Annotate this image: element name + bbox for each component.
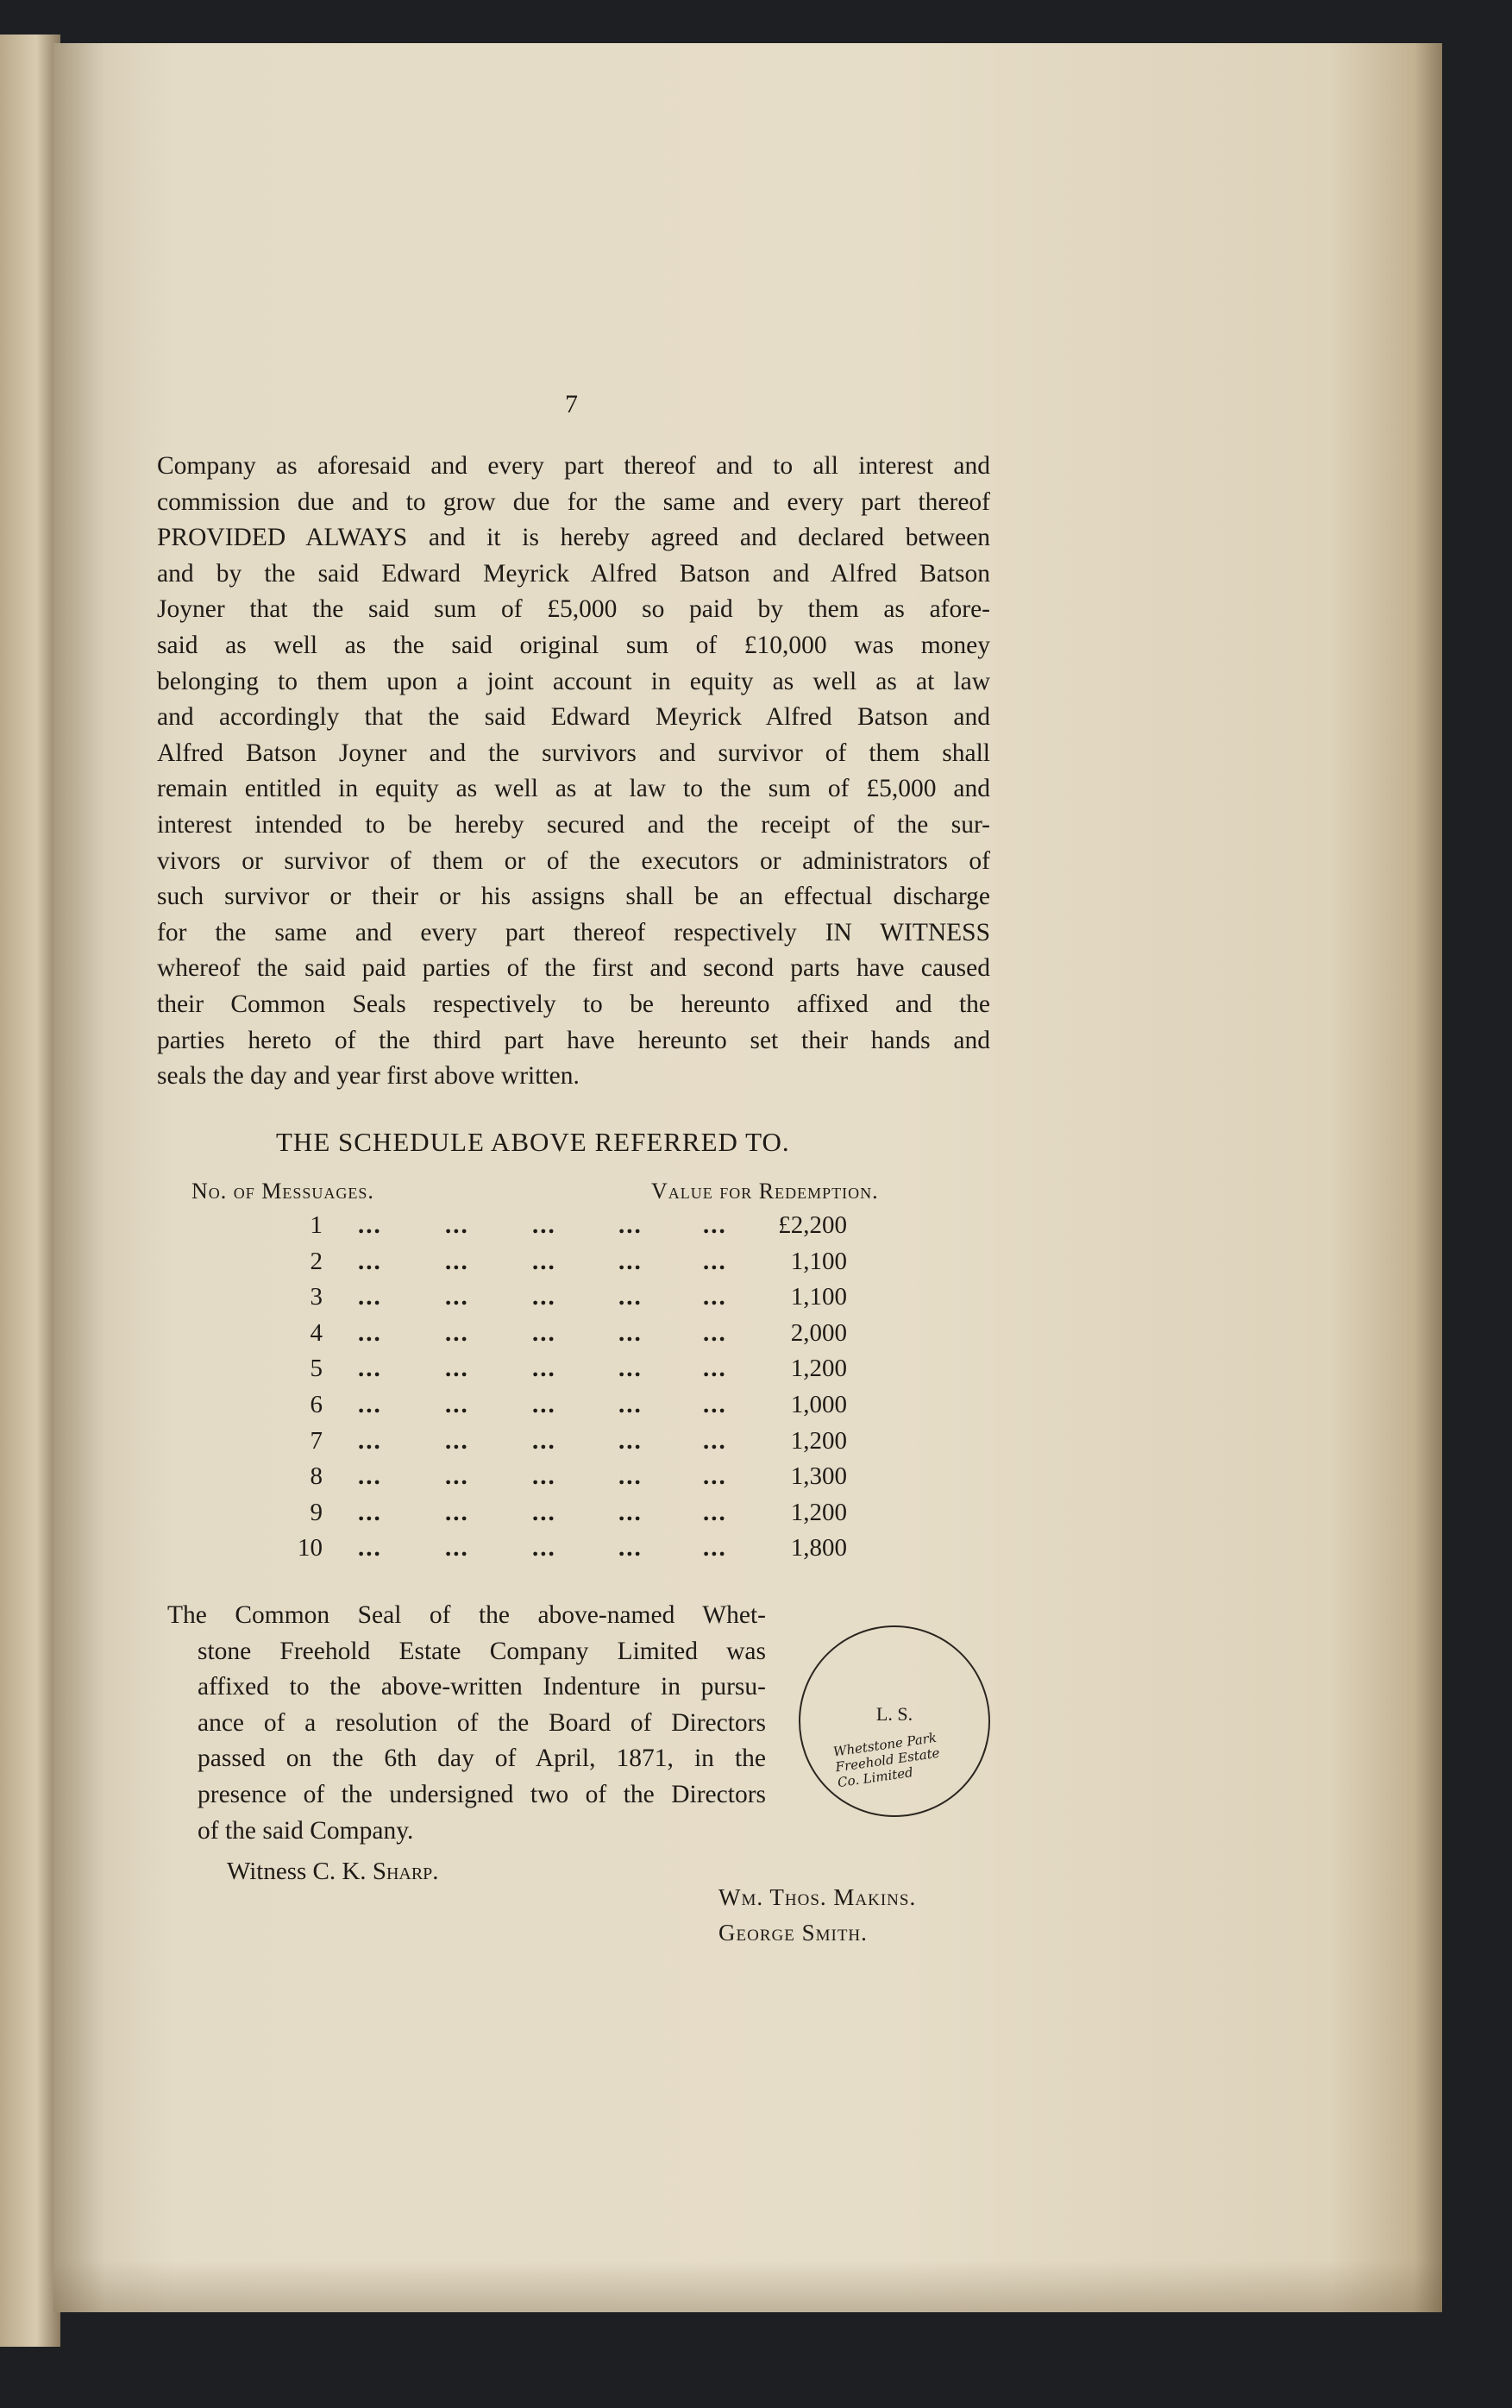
leader-dots: ... — [618, 1426, 643, 1455]
leader-dots: ... — [358, 1391, 382, 1418]
schedule-row — [0, 1462, 1512, 1499]
leader-dots: ... — [445, 1498, 469, 1526]
schedule-row — [0, 1283, 1512, 1319]
witness-label: Witness C. K. — [227, 1858, 367, 1885]
schedule-row — [0, 1319, 1512, 1355]
document-page — [53, 43, 1442, 2312]
seal-text-line: passed on the 6th day of April, 1871, in the — [198, 1745, 766, 1773]
redemption-value: 1,200 — [790, 1355, 847, 1383]
body-line: remain entitled in equity as well as at law to the sum of £5,000 and — [157, 775, 990, 803]
messuage-number: 5 — [310, 1355, 323, 1383]
messuage-number: 8 — [310, 1462, 323, 1491]
leader-dots: ... — [445, 1426, 469, 1455]
body-line: and by the said Edward Meyrick Alfred Batson and Alfred Batson — [157, 559, 990, 588]
leader-dots: ... — [445, 1462, 469, 1491]
witness-name: Sharp. — [372, 1858, 439, 1885]
schedule-header-messuages: No. of Messuages. — [191, 1179, 374, 1204]
leader-dots: ... — [532, 1355, 556, 1383]
leader-dots: ... — [358, 1534, 382, 1562]
messuage-number: 10 — [298, 1534, 323, 1562]
leader-dots: ... — [618, 1462, 643, 1491]
leader-dots: ... — [358, 1426, 382, 1455]
schedule-row — [0, 1248, 1512, 1284]
leader-dots: ... — [618, 1211, 643, 1239]
body-line: interest intended to be hereby secured and the receipt of the sur- — [157, 810, 990, 839]
leader-dots: ... — [703, 1355, 727, 1383]
leader-dots: ... — [618, 1355, 643, 1383]
leader-dots: ... — [358, 1247, 382, 1275]
schedule-row — [0, 1391, 1512, 1427]
leader-dots: ... — [532, 1391, 556, 1418]
leader-dots: ... — [618, 1498, 643, 1526]
redemption-value: 2,000 — [790, 1318, 847, 1347]
leader-dots: ... — [532, 1247, 556, 1275]
body-text — [157, 449, 990, 1095]
leader-dots: ... — [358, 1318, 382, 1347]
leader-dots: ... — [532, 1283, 556, 1311]
signer-2: George Smith. — [718, 1920, 868, 1946]
seal-text-line: affixed to the above-written Indenture in pursu- — [198, 1673, 766, 1701]
previous-page-edge — [0, 35, 60, 2347]
redemption-value: 1,000 — [790, 1391, 847, 1418]
redemption-value: 1,100 — [790, 1247, 847, 1275]
leader-dots: ... — [532, 1534, 556, 1562]
body-line: for the same and every part thereof respectively IN WITNESS — [157, 918, 990, 946]
leader-dots: ... — [703, 1283, 727, 1311]
leader-dots: ... — [618, 1534, 643, 1562]
page-number: 7 — [565, 390, 578, 418]
leader-dots: ... — [445, 1211, 469, 1239]
leader-dots: ... — [358, 1211, 382, 1239]
leader-dots: ... — [703, 1462, 727, 1491]
seal-text-line: ance of a resolution of the Board of Directors — [198, 1708, 766, 1737]
leader-dots: ... — [703, 1247, 727, 1275]
leader-dots: ... — [703, 1498, 727, 1526]
body-line: parties hereto of the third part have hereunto set their hands and — [157, 1026, 990, 1054]
leader-dots: ... — [618, 1283, 643, 1311]
body-line: PROVIDED ALWAYS and it is hereby agreed and declared between — [157, 524, 990, 552]
leader-dots: ... — [703, 1391, 727, 1418]
body-line: vivors or survivor of them or of the executors or administrators of — [157, 846, 990, 875]
body-line: Joyner that the said sum of £5,000 so paid by them as afore- — [157, 595, 990, 624]
seal-attestation-text — [167, 1598, 766, 1849]
leader-dots: ... — [532, 1462, 556, 1491]
body-line: Company as aforesaid and every part thereof and to all interest and — [157, 452, 990, 480]
body-line: their Common Seals respectively to be hereunto affixed and the — [157, 990, 990, 1018]
body-line: said as well as the said original sum of £10,000 was money — [157, 631, 990, 659]
signer-1: Wm. Thos. Makins. — [718, 1884, 917, 1910]
leader-dots: ... — [703, 1211, 727, 1239]
schedule-title: THE SCHEDULE ABOVE REFERRED TO. — [276, 1127, 790, 1157]
body-line: and accordingly that the said Edward Meyrick Alfred Batson and — [157, 703, 990, 732]
leader-dots: ... — [532, 1498, 556, 1526]
seal-text-line: stone Freehold Estate Company Limited was — [198, 1637, 766, 1665]
messuage-number: 9 — [310, 1498, 323, 1526]
leader-dots: ... — [358, 1355, 382, 1383]
schedule-header-value: Value for Redemption. — [651, 1179, 879, 1204]
body-line: belonging to them upon a joint account in equity as well as at law — [157, 667, 990, 695]
schedule-row — [0, 1211, 1512, 1248]
schedule-row — [0, 1534, 1512, 1570]
seal-text-line: The Common Seal of the above-named Whet- — [167, 1601, 766, 1629]
leader-dots: ... — [618, 1391, 643, 1418]
messuage-number: 4 — [310, 1318, 323, 1347]
schedule-row — [0, 1499, 1512, 1535]
seal-text-line: of the said Company. — [198, 1816, 414, 1845]
leader-dots: ... — [445, 1355, 469, 1383]
messuage-number: 7 — [310, 1426, 323, 1455]
body-line: whereof the said paid parties of the first and second parts have caused — [157, 954, 990, 983]
leader-dots: ... — [703, 1318, 727, 1347]
body-line: seals the day and year first above written. — [157, 1062, 580, 1091]
leader-dots: ... — [618, 1318, 643, 1347]
redemption-value: 1,300 — [790, 1462, 847, 1491]
company-seal — [799, 1625, 990, 1817]
body-line: such survivor or their or his assigns shall be an effectual discharge — [157, 883, 990, 911]
leader-dots: ... — [618, 1247, 643, 1275]
leader-dots: ... — [532, 1211, 556, 1239]
schedule-row — [0, 1355, 1512, 1391]
leader-dots: ... — [445, 1283, 469, 1311]
leader-dots: ... — [358, 1462, 382, 1491]
leader-dots: ... — [532, 1426, 556, 1455]
leader-dots: ... — [445, 1318, 469, 1347]
body-line: commission due and to grow due for the same and every part thereof — [157, 487, 990, 516]
leader-dots: ... — [703, 1426, 727, 1455]
leader-dots: ... — [358, 1498, 382, 1526]
leader-dots: ... — [445, 1534, 469, 1562]
schedule-row — [0, 1427, 1512, 1463]
messuage-number: 2 — [310, 1247, 323, 1275]
seal-text-line: presence of the undersigned two of the Directors — [198, 1780, 766, 1808]
leader-dots: ... — [358, 1283, 382, 1311]
redemption-value: 1,100 — [790, 1283, 847, 1311]
messuage-number: 1 — [310, 1211, 323, 1239]
seal-signature: Whetstone Park Freehold Estate Co. Limited — [831, 1729, 941, 1791]
seal-ls-label: L. S. — [875, 1703, 913, 1725]
leader-dots: ... — [445, 1247, 469, 1275]
redemption-value: 1,200 — [790, 1426, 847, 1455]
redemption-value: £2,200 — [778, 1211, 847, 1239]
messuage-number: 6 — [310, 1391, 323, 1418]
redemption-value: 1,200 — [790, 1498, 847, 1526]
redemption-value: 1,800 — [790, 1534, 847, 1562]
witness-line — [227, 1858, 439, 1886]
leader-dots: ... — [445, 1391, 469, 1418]
messuage-number: 3 — [310, 1283, 323, 1311]
body-line: Alfred Batson Joyner and the survivors and survivor of them shall — [157, 739, 990, 767]
leader-dots: ... — [532, 1318, 556, 1347]
leader-dots: ... — [703, 1534, 727, 1562]
